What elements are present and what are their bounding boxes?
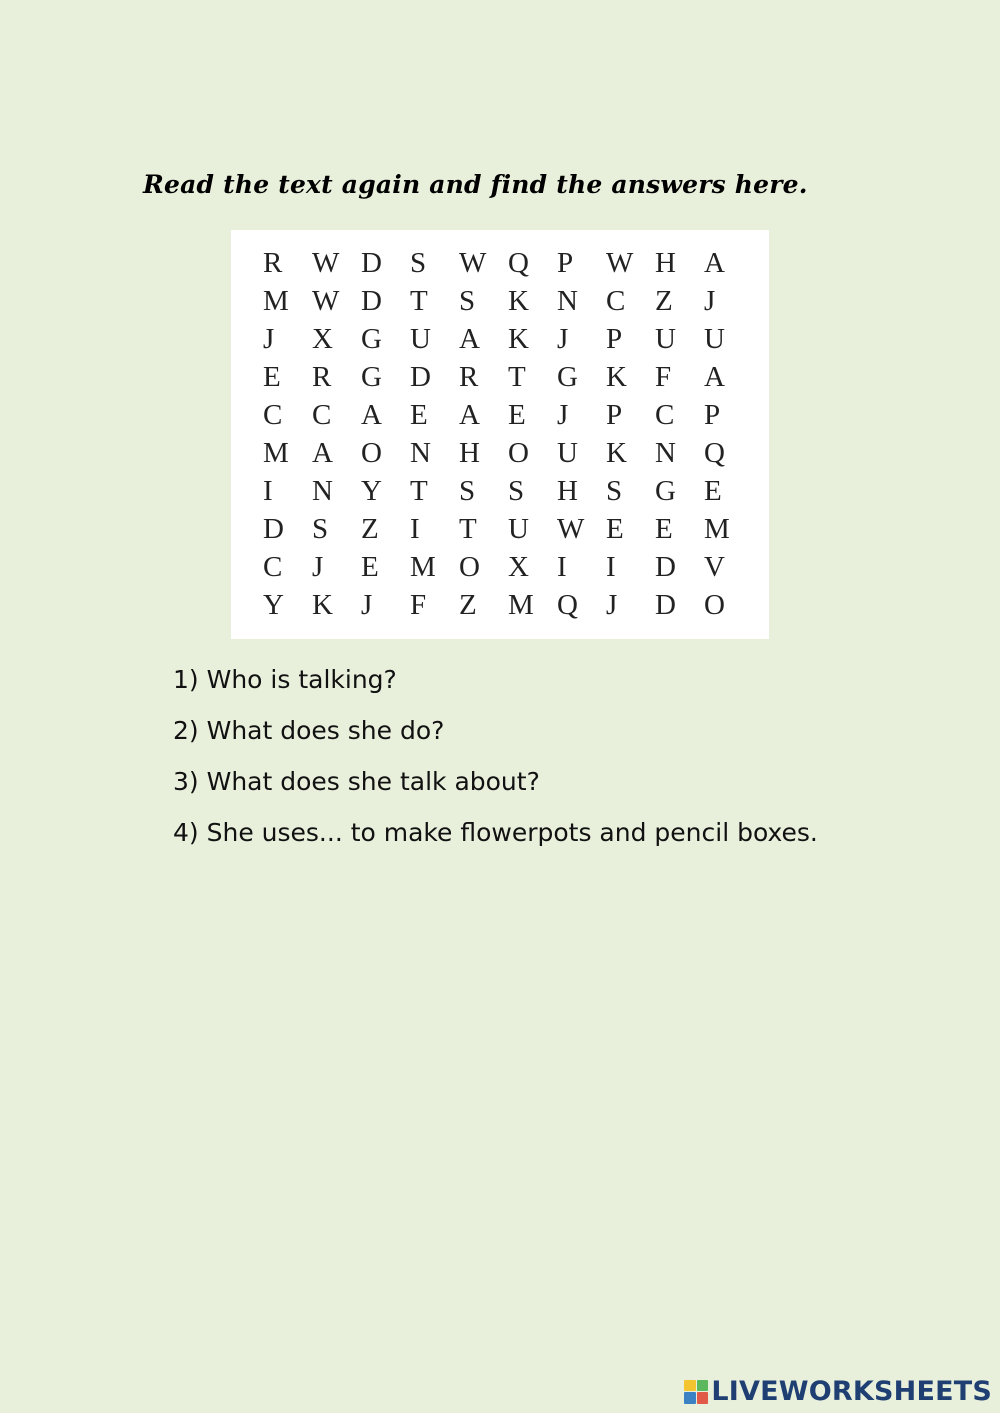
puzzle-row — [263, 472, 753, 510]
puzzle-letter: N — [655, 437, 676, 469]
puzzle-letter: U — [557, 437, 578, 469]
puzzle-letter: T — [459, 513, 477, 545]
puzzle-letter: K — [606, 361, 627, 393]
puzzle-letter: Z — [459, 589, 477, 621]
puzzle-letter: E — [410, 399, 428, 431]
puzzle-letter: S — [312, 513, 329, 545]
puzzle-letter: J — [606, 589, 618, 621]
question-list — [173, 660, 818, 864]
puzzle-row — [263, 548, 753, 586]
puzzle-letter: E — [361, 551, 379, 583]
puzzle-letter: N — [312, 475, 333, 507]
puzzle-letter: C — [312, 399, 332, 431]
puzzle-letter: O — [704, 589, 725, 621]
puzzle-letter: M — [263, 285, 289, 317]
puzzle-row — [263, 358, 753, 396]
puzzle-row — [263, 510, 753, 548]
puzzle-letter: J — [704, 285, 716, 317]
puzzle-letter: W — [312, 285, 340, 317]
word-search-puzzle — [231, 230, 769, 639]
puzzle-letter: E — [655, 513, 673, 545]
puzzle-letter: X — [508, 551, 529, 583]
puzzle-letter: Z — [361, 513, 379, 545]
puzzle-row — [263, 244, 753, 282]
puzzle-letter: C — [263, 551, 283, 583]
puzzle-letter: E — [508, 399, 526, 431]
puzzle-letter: U — [704, 323, 725, 355]
logo-tile — [697, 1392, 709, 1404]
puzzle-letter: N — [557, 285, 578, 317]
puzzle-letter: C — [655, 399, 675, 431]
puzzle-letter: D — [263, 513, 284, 545]
puzzle-letter: I — [410, 513, 420, 545]
puzzle-letter: M — [508, 589, 534, 621]
liveworksheets-brand-text: LIVEWORKSHEETS — [711, 1376, 992, 1407]
puzzle-letter: K — [606, 437, 627, 469]
puzzle-letter: G — [361, 323, 382, 355]
puzzle-letter: A — [459, 399, 480, 431]
puzzle-letter: C — [263, 399, 283, 431]
puzzle-letter: U — [410, 323, 431, 355]
question-item: 4) She uses... to make flowerpots and pencil boxes. — [173, 818, 818, 847]
logo-tile — [697, 1380, 709, 1392]
puzzle-letter: U — [508, 513, 529, 545]
puzzle-letter: Y — [263, 589, 284, 621]
puzzle-letter: D — [410, 361, 431, 393]
puzzle-letter: K — [508, 323, 529, 355]
puzzle-letter: H — [557, 475, 578, 507]
logo-tile — [684, 1392, 696, 1404]
puzzle-letter: R — [459, 361, 479, 393]
puzzle-letter: A — [704, 247, 725, 279]
puzzle-row — [263, 396, 753, 434]
puzzle-letter: J — [557, 399, 569, 431]
word-search-grid — [263, 244, 753, 624]
puzzle-letter: M — [263, 437, 289, 469]
question-item: 2) What does she do? — [173, 716, 445, 745]
puzzle-letter: D — [655, 551, 676, 583]
puzzle-letter: R — [263, 247, 283, 279]
puzzle-letter: W — [557, 513, 585, 545]
puzzle-letter: M — [704, 513, 730, 545]
question-item: 3) What does she talk about? — [173, 767, 540, 796]
puzzle-letter: V — [704, 551, 725, 583]
puzzle-letter: P — [606, 323, 623, 355]
puzzle-letter: Y — [361, 475, 382, 507]
puzzle-letter: I — [557, 551, 567, 583]
puzzle-letter: O — [508, 437, 529, 469]
puzzle-row — [263, 586, 753, 624]
puzzle-letter: G — [655, 475, 676, 507]
puzzle-letter: J — [361, 589, 373, 621]
puzzle-letter: R — [312, 361, 332, 393]
puzzle-row — [263, 320, 753, 358]
puzzle-letter: W — [459, 247, 487, 279]
puzzle-letter: D — [361, 285, 382, 317]
puzzle-letter: P — [704, 399, 721, 431]
puzzle-letter: A — [459, 323, 480, 355]
puzzle-letter: G — [557, 361, 578, 393]
puzzle-letter: H — [459, 437, 480, 469]
puzzle-letter: A — [312, 437, 333, 469]
puzzle-letter: J — [312, 551, 324, 583]
puzzle-letter: W — [606, 247, 634, 279]
puzzle-letter: A — [361, 399, 382, 431]
puzzle-letter: G — [361, 361, 382, 393]
question-item: 1) Who is talking? — [173, 665, 397, 694]
puzzle-letter: Z — [655, 285, 673, 317]
puzzle-letter: K — [508, 285, 529, 317]
logo-tile — [684, 1380, 696, 1392]
puzzle-letter: E — [704, 475, 722, 507]
puzzle-letter: N — [410, 437, 431, 469]
puzzle-letter: M — [410, 551, 436, 583]
puzzle-letter: Q — [508, 247, 529, 279]
puzzle-letter: J — [557, 323, 569, 355]
puzzle-letter: W — [312, 247, 340, 279]
puzzle-letter: I — [263, 475, 273, 507]
puzzle-letter: Q — [704, 437, 725, 469]
puzzle-letter: F — [410, 589, 427, 621]
puzzle-letter: T — [508, 361, 526, 393]
worksheet-title: Read the text again and find the answers here. — [143, 170, 808, 199]
puzzle-letter: O — [459, 551, 480, 583]
puzzle-letter: S — [459, 285, 476, 317]
puzzle-letter: P — [606, 399, 623, 431]
puzzle-letter: C — [606, 285, 626, 317]
puzzle-letter: J — [263, 323, 275, 355]
puzzle-letter: S — [508, 475, 525, 507]
puzzle-letter: S — [410, 247, 427, 279]
puzzle-letter: E — [263, 361, 281, 393]
liveworksheets-logo-icon — [684, 1380, 708, 1404]
puzzle-letter: S — [459, 475, 476, 507]
puzzle-letter: D — [361, 247, 382, 279]
puzzle-letter: S — [606, 475, 623, 507]
puzzle-letter: D — [655, 589, 676, 621]
puzzle-letter: Q — [557, 589, 578, 621]
puzzle-letter: X — [312, 323, 333, 355]
liveworksheets-logo[interactable] — [684, 1376, 992, 1407]
puzzle-letter: F — [655, 361, 672, 393]
puzzle-letter: K — [312, 589, 333, 621]
puzzle-letter: A — [704, 361, 725, 393]
puzzle-letter: T — [410, 475, 428, 507]
puzzle-letter: H — [655, 247, 676, 279]
puzzle-letter: O — [361, 437, 382, 469]
puzzle-letter: I — [606, 551, 616, 583]
puzzle-row — [263, 434, 753, 472]
puzzle-letter: E — [606, 513, 624, 545]
puzzle-letter: U — [655, 323, 676, 355]
puzzle-row — [263, 282, 753, 320]
puzzle-letter: T — [410, 285, 428, 317]
puzzle-letter: P — [557, 247, 574, 279]
